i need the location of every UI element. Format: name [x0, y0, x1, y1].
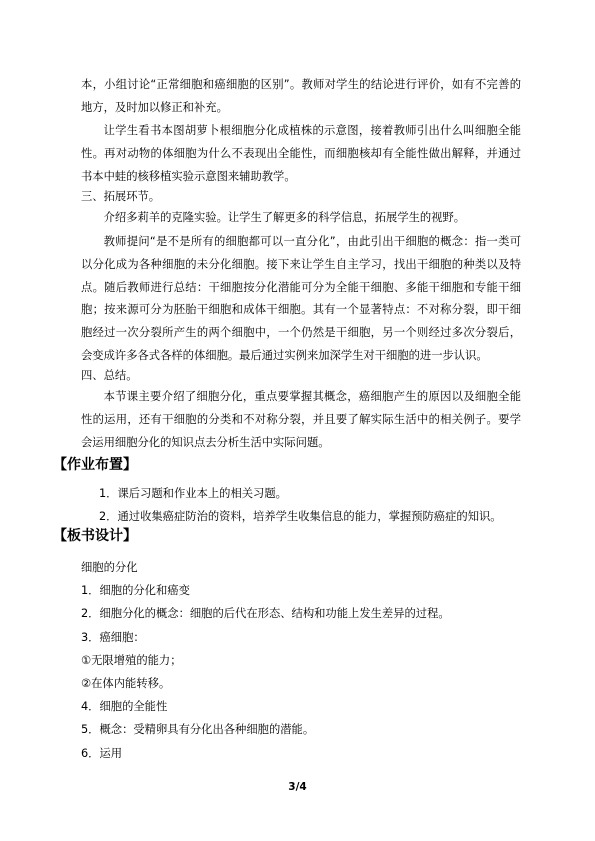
- list-item: 6．运用: [81, 746, 123, 760]
- list-item: 2．细胞分化的概念：细胞的后代在形态、结构和功能上发生差异的过程。: [81, 607, 450, 621]
- paragraph-totipotency: 让学生看书本图胡萝卜根细胞分化成植株的示意图，接着教师引出什么叫细胞全能性。再对动物的体细胞为什么不表现出全能性，而细胞核却有全能性做出解释，并通过书本中蛙的核移植实验示意图来辅助教学。: [81, 124, 521, 183]
- list-item: 4．细胞的全能性: [81, 700, 168, 714]
- paragraph-stem-cells: 教师提问“是不是所有的细胞都可以一直分化”，由此引出干细胞的概念：指一类可以分化成为各种细胞的未分化细胞。接下来让学生自主学习，找出干细胞的种类以及特点。随后教师进行总结：干细胞按分化潜能可分为全能干细胞、多能干细胞和专能干细胞；按来源可分为胚胎干细胞和成体干细胞。其有一个显著特点：不对称分裂，即干细胞经过一次分裂所产生的两个细胞中，一个仍然是干细胞，另一个则经过多次分裂后，会变成许多各式各样的体细胞。最后通过实例来加深学生对干细胞的进一步认识。: [81, 235, 521, 362]
- list-item: ②在体内能转移。: [81, 676, 171, 690]
- list-item: 3．癌细胞：: [81, 630, 145, 644]
- board-design-list: [81, 560, 450, 769]
- paragraph-dolly: 介绍多莉羊的克隆实验。让学生了解更多的科学信息，拓展学生的视野。: [103, 211, 466, 224]
- list-item: ①无限增殖的能力；: [81, 653, 182, 667]
- paragraph-discussion: 本，小组讨论“正常细胞和癌细胞的区别”。教师对学生的结论进行评价，如有不完善的地方，及时加以修正和补充。: [81, 78, 521, 114]
- homework-heading: 【作业布置】: [53, 457, 137, 473]
- list-item: 2．通过收集癌症防治的资料，培养学生收集信息的能力，掌握预防癌症的知识。: [99, 510, 502, 524]
- list-item: 5．概念：受精卵具有分化出各种细胞的潜能。: [81, 723, 315, 737]
- paragraph-summary: 本节课主要介绍了细胞分化，重点要掌握其概念，癌细胞产生的原因以及细胞全能性的运用，还有干细胞的分类和不对称分裂，并且要了解实际生活中的相关例子。要学会运用细胞分化的知识点去分析生活中实际问题。: [81, 390, 521, 449]
- page-number: 3/4: [288, 781, 307, 793]
- section-extension: 三、拓展环节。: [81, 190, 161, 203]
- homework-list: [99, 486, 502, 532]
- board-design-heading: 【板书设计】: [53, 528, 137, 544]
- list-item: 细胞的分化: [81, 561, 138, 574]
- section-summary: 四、总结。: [81, 369, 138, 382]
- list-item: 1．细胞的分化和癌变: [81, 584, 190, 598]
- list-item: 1．课后习题和作业本上的相关习题。: [99, 487, 287, 500]
